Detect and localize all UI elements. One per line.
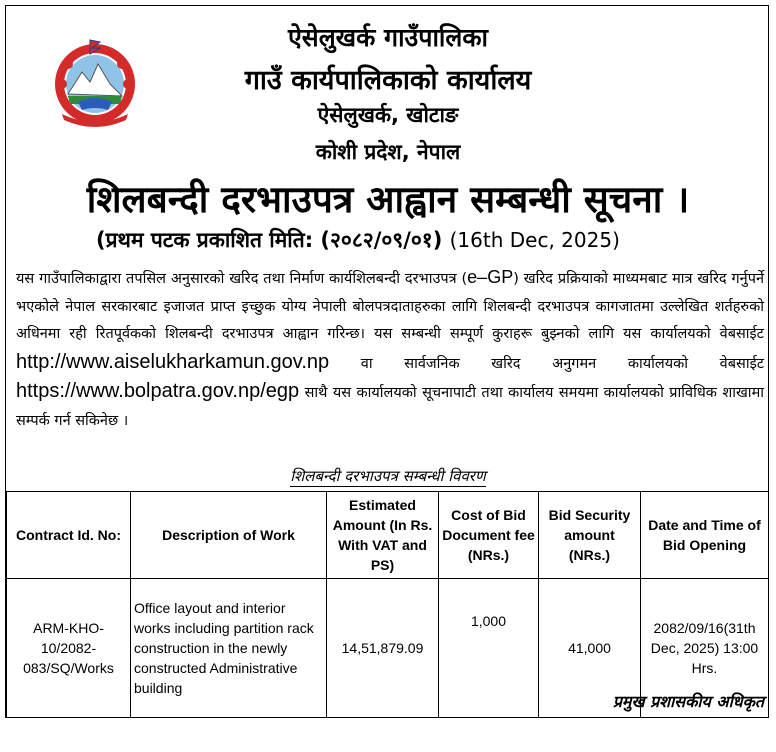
- paragraph-part2: ) खरिद प्रक्रियाको माध्यमबाट मात्र खरिद गर्नुपर्ने भएकोले नेपाल सरकारबाट इजाजत प्राप्त इच्छुक योग्य नेपाली बोलपत्रदाताहरुका लागि शिलबन्दी दरभाउपत्र कागजातमा उल्लेखित शर्तहरुको अधिनमा रही रितपूर्वकको शिलबन्दी दरभाउपत्र आह्वान गरिन्छ। यस सम्बन्धी सम्पूर्ण कुराहरू बुझ्नको लागि यस कार्यालयको वेबसाईट: [16, 271, 764, 342]
- municipality-name: ऐसेलुखर्क गाउँपालिका: [0, 20, 776, 54]
- paragraph-part3: वा सार्वजनिक खरिद अनुगमन कार्यालयको वेबसाईट: [329, 356, 764, 372]
- notice-paragraph: [16, 264, 764, 436]
- cell-contract-id: ARM-KHO-10/2082-083/SQ/Works: [7, 579, 131, 718]
- table-header-row: [7, 492, 769, 579]
- province-country: कोशी प्रदेश, नेपाल: [0, 138, 776, 166]
- paragraph-part1: यस गाउँपालिकाद्वारा तपसिल अनुसारको खरिद तथा निर्माण कार्यशिलबन्दी दरभाउपत्र (: [16, 271, 467, 287]
- cell-estimated-amount: 14,51,879.09: [327, 579, 439, 718]
- publish-date: [96, 226, 620, 254]
- signature-officer: प्रमुख प्रशासकीय अधिकृत: [613, 690, 764, 712]
- cell-bid-security: 41,000: [539, 579, 641, 718]
- office-location: ऐसेलुखर्क, खोटाङ: [0, 101, 776, 129]
- header-estimated-amount: Estimated Amount (In Rs. With VAT and PS): [327, 492, 439, 579]
- egp-text: e–GP: [467, 267, 513, 287]
- table-footer-cell: [7, 718, 769, 752]
- publish-date-label: (प्रथम पटक प्रकाशित मिति: (२०८२/०९/०१): [96, 228, 442, 252]
- bid-details-table: [6, 491, 769, 752]
- bolpatra-website-link[interactable]: https://www.bolpatra.gov.np/egp: [16, 380, 299, 402]
- header-bid-opening: Date and Time of Bid Opening: [641, 492, 769, 579]
- cell-bid-document-fee: 1,000: [439, 579, 539, 718]
- office-name: गाउँ कार्यपालिकाको कार्यालय: [0, 60, 776, 97]
- notice-title: शिलबन्दी दरभाउपत्र आह्वान सम्बन्धी सूचना ।: [0, 172, 776, 223]
- header-contract-id: Contract Id. No:: [7, 492, 131, 579]
- cell-bid-opening: 2082/09/16(31th Dec, 2025) 13:00 Hrs.: [641, 579, 769, 718]
- table-footer-row: [7, 718, 769, 752]
- municipality-website-link[interactable]: http://www.aiselukharkamun.gov.np: [16, 351, 329, 373]
- header-bid-security: Bid Security amount (NRs.): [539, 492, 641, 579]
- table-title: शिलबन्दी दरभाउपत्र सम्बन्धी विवरण: [0, 466, 776, 486]
- header-bid-document-fee: Cost of Bid Document fee (NRs.): [439, 492, 539, 579]
- cell-description: Office layout and interior works including partition rack construction in the newly constructed Administrative building: [131, 579, 327, 718]
- publish-date-english: (16th Dec, 2025): [450, 228, 620, 252]
- paragraph-part4: साथै यस कार्यालयको सूचनापाटी तथा कार्यालय समयमा कार्यालयको प्राविधिक शाखामा सम्पर्क गर्न सकिनेछ ।: [16, 385, 764, 429]
- header-description: Description of Work: [131, 492, 327, 579]
